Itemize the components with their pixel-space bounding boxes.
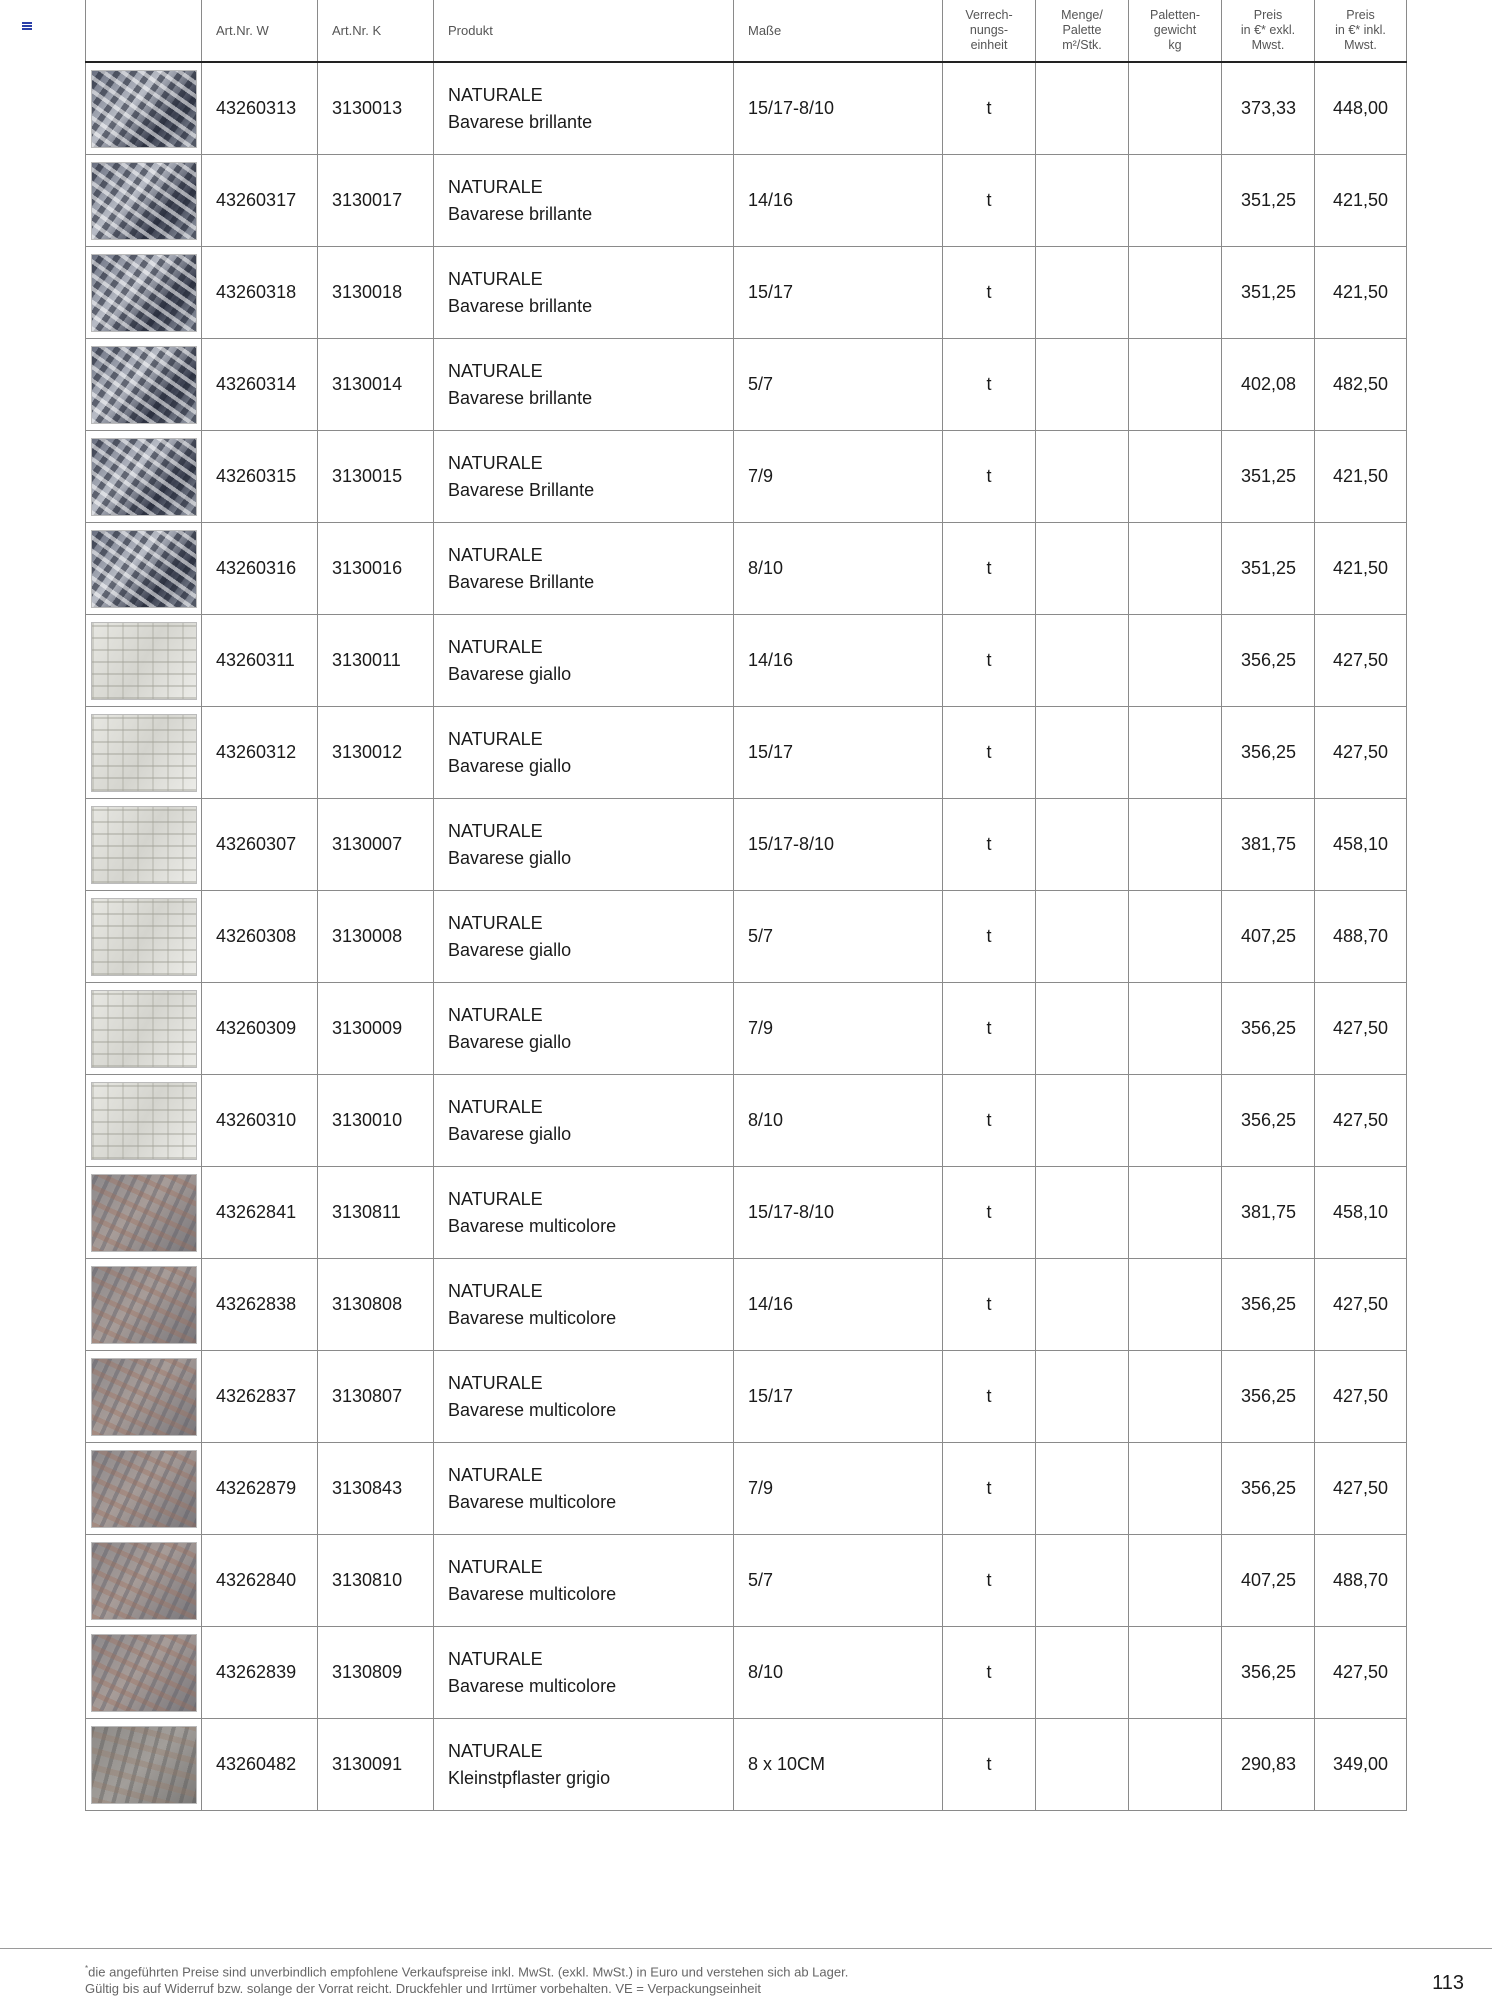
art-nr-k-cell: 3130810: [318, 1535, 434, 1627]
product-cell: [434, 1627, 734, 1719]
art-nr-w-cell: 43260318: [202, 247, 318, 339]
product-image-cell: [86, 1075, 202, 1167]
header-preis-inkl: Preis in €* inkl. Mwst.: [1315, 0, 1407, 62]
preis-exkl-cell: 356,25: [1222, 615, 1315, 707]
product-series: NATURALE: [448, 1096, 543, 1117]
product-name: Bavarese giallo: [448, 939, 572, 960]
preis-inkl-cell: 427,50: [1315, 615, 1407, 707]
table-row: [86, 615, 1407, 707]
gewicht-cell: [1129, 1627, 1222, 1719]
art-nr-w-cell: 43260482: [202, 1719, 318, 1811]
art-nr-w-cell: 43262837: [202, 1351, 318, 1443]
menge-cell: [1036, 431, 1129, 523]
masse-cell: 15/17-8/10: [734, 62, 943, 155]
preis-exkl-cell: 356,25: [1222, 983, 1315, 1075]
table-row: [86, 1075, 1407, 1167]
header-art-nr-w: Art.Nr. W: [202, 0, 318, 62]
verrechnungseinheit-cell: t: [943, 155, 1036, 247]
table-row: [86, 523, 1407, 615]
product-name: Bavarese giallo: [448, 663, 572, 684]
menge-cell: [1036, 1535, 1129, 1627]
preis-inkl-cell: 427,50: [1315, 1627, 1407, 1719]
gewicht-cell: [1129, 615, 1222, 707]
preis-exkl-cell: 356,25: [1222, 1627, 1315, 1719]
product-series: NATURALE: [448, 1556, 543, 1577]
product-series: NATURALE: [448, 636, 543, 657]
art-nr-w-cell: 43260310: [202, 1075, 318, 1167]
gewicht-cell: [1129, 523, 1222, 615]
product-cell: [434, 983, 734, 1075]
art-nr-w-cell: 43260309: [202, 983, 318, 1075]
preis-exkl-cell: 381,75: [1222, 1167, 1315, 1259]
gewicht-cell: [1129, 891, 1222, 983]
preis-inkl-cell: 427,50: [1315, 983, 1407, 1075]
product-image: [91, 1634, 197, 1712]
table-row: [86, 799, 1407, 891]
masse-cell: 8/10: [734, 1627, 943, 1719]
product-image: [91, 438, 197, 516]
art-nr-k-cell: 3130018: [318, 247, 434, 339]
masse-cell: 14/16: [734, 155, 943, 247]
verrechnungseinheit-cell: t: [943, 1351, 1036, 1443]
art-nr-w-cell: 43260307: [202, 799, 318, 891]
verrechnungseinheit-cell: t: [943, 1443, 1036, 1535]
art-nr-k-cell: 3130008: [318, 891, 434, 983]
art-nr-w-cell: 43260308: [202, 891, 318, 983]
gewicht-cell: [1129, 431, 1222, 523]
art-nr-k-cell: 3130811: [318, 1167, 434, 1259]
menge-cell: [1036, 339, 1129, 431]
product-cell: [434, 431, 734, 523]
gewicht-cell: [1129, 1259, 1222, 1351]
product-series: NATURALE: [448, 1372, 543, 1393]
masse-cell: 15/17-8/10: [734, 1167, 943, 1259]
product-image: [91, 1450, 197, 1528]
product-image: [91, 1358, 197, 1436]
table-body: [86, 62, 1407, 1811]
header-produkt: Produkt: [434, 0, 734, 62]
menge-cell: [1036, 1259, 1129, 1351]
product-name: Bavarese multicolore: [448, 1399, 617, 1420]
masse-cell: 5/7: [734, 891, 943, 983]
header-menge-palette: Menge/ Palette m²/Stk.: [1036, 0, 1129, 62]
product-image: [91, 346, 197, 424]
product-cell: [434, 799, 734, 891]
product-name: Bavarese giallo: [448, 1123, 572, 1144]
product-cell: [434, 1719, 734, 1811]
table-row: [86, 707, 1407, 799]
menge-cell: [1036, 707, 1129, 799]
product-cell: [434, 1259, 734, 1351]
footer-note: [85, 1960, 848, 1997]
verrechnungseinheit-cell: t: [943, 615, 1036, 707]
header-preis-exkl: Preis in €* exkl. Mwst.: [1222, 0, 1315, 62]
verrechnungseinheit-cell: t: [943, 62, 1036, 155]
product-image-cell: [86, 339, 202, 431]
art-nr-w-cell: 43260311: [202, 615, 318, 707]
product-series: NATURALE: [448, 1188, 543, 1209]
product-name: Bavarese multicolore: [448, 1583, 617, 1604]
preis-exkl-cell: 407,25: [1222, 891, 1315, 983]
menge-cell: [1036, 1719, 1129, 1811]
art-nr-k-cell: 3130009: [318, 983, 434, 1075]
art-nr-k-cell: 3130015: [318, 431, 434, 523]
menge-cell: [1036, 62, 1129, 155]
product-name: Bavarese brillante: [448, 295, 593, 316]
verrechnungseinheit-cell: t: [943, 1075, 1036, 1167]
product-series: NATURALE: [448, 84, 543, 105]
header-art-nr-k: Art.Nr. K: [318, 0, 434, 62]
product-cell: [434, 1351, 734, 1443]
product-cell: [434, 247, 734, 339]
menge-cell: [1036, 1075, 1129, 1167]
product-image: [91, 1266, 197, 1344]
masse-cell: 5/7: [734, 1535, 943, 1627]
footer-asterisk: *: [85, 1964, 89, 1973]
gewicht-cell: [1129, 1535, 1222, 1627]
table-row: [86, 983, 1407, 1075]
preis-inkl-cell: 427,50: [1315, 1443, 1407, 1535]
product-cell: [434, 339, 734, 431]
art-nr-k-cell: 3130007: [318, 799, 434, 891]
table-row: [86, 1627, 1407, 1719]
gewicht-cell: [1129, 983, 1222, 1075]
masse-cell: 7/9: [734, 431, 943, 523]
product-table: [85, 0, 1407, 1811]
table-row: [86, 339, 1407, 431]
product-name: Bavarese brillante: [448, 387, 593, 408]
preis-exkl-cell: 356,25: [1222, 1075, 1315, 1167]
product-image-cell: [86, 1351, 202, 1443]
preis-inkl-cell: 427,50: [1315, 1351, 1407, 1443]
product-name: Bavarese Brillante: [448, 571, 595, 592]
product-image-cell: [86, 523, 202, 615]
product-image: [91, 254, 197, 332]
preis-inkl-cell: 482,50: [1315, 339, 1407, 431]
gewicht-cell: [1129, 1351, 1222, 1443]
table-header-row: [86, 0, 1407, 62]
product-image-cell: [86, 707, 202, 799]
art-nr-k-cell: 3130010: [318, 1075, 434, 1167]
table-row: [86, 1443, 1407, 1535]
product-name: Bavarese giallo: [448, 755, 572, 776]
product-image: [91, 1174, 197, 1252]
product-series: NATURALE: [448, 728, 543, 749]
product-cell: [434, 1167, 734, 1259]
product-image-cell: [86, 983, 202, 1075]
product-image-cell: [86, 155, 202, 247]
gewicht-cell: [1129, 1443, 1222, 1535]
product-name: Bavarese multicolore: [448, 1675, 617, 1696]
gewicht-cell: [1129, 339, 1222, 431]
product-series: NATURALE: [448, 544, 543, 565]
table-row: [86, 1719, 1407, 1811]
verrechnungseinheit-cell: t: [943, 799, 1036, 891]
product-image: [91, 806, 197, 884]
product-image-cell: [86, 431, 202, 523]
product-image-cell: [86, 1535, 202, 1627]
product-cell: [434, 1443, 734, 1535]
preis-inkl-cell: 427,50: [1315, 1259, 1407, 1351]
menge-cell: [1036, 1627, 1129, 1719]
gewicht-cell: [1129, 155, 1222, 247]
verrechnungseinheit-cell: t: [943, 339, 1036, 431]
product-image: [91, 530, 197, 608]
product-series: NATURALE: [448, 1280, 543, 1301]
preis-exkl-cell: 381,75: [1222, 799, 1315, 891]
preis-exkl-cell: 290,83: [1222, 1719, 1315, 1811]
menge-cell: [1036, 1167, 1129, 1259]
menge-cell: [1036, 247, 1129, 339]
preis-exkl-cell: 356,25: [1222, 707, 1315, 799]
menge-cell: [1036, 155, 1129, 247]
gewicht-cell: [1129, 247, 1222, 339]
masse-cell: 8 x 10CM: [734, 1719, 943, 1811]
art-nr-w-cell: 43260315: [202, 431, 318, 523]
product-image: [91, 990, 197, 1068]
masse-cell: 5/7: [734, 339, 943, 431]
art-nr-w-cell: 43260313: [202, 62, 318, 155]
table-row: [86, 62, 1407, 155]
product-series: NATURALE: [448, 268, 543, 289]
menge-cell: [1036, 891, 1129, 983]
gewicht-cell: [1129, 799, 1222, 891]
preis-exkl-cell: 356,25: [1222, 1351, 1315, 1443]
art-nr-w-cell: 43260317: [202, 155, 318, 247]
table-row: [86, 1259, 1407, 1351]
product-cell: [434, 707, 734, 799]
art-nr-w-cell: 43260316: [202, 523, 318, 615]
gewicht-cell: [1129, 1167, 1222, 1259]
gewicht-cell: [1129, 62, 1222, 155]
preis-inkl-cell: 488,70: [1315, 1535, 1407, 1627]
product-image: [91, 898, 197, 976]
masse-cell: 14/16: [734, 615, 943, 707]
art-nr-k-cell: 3130013: [318, 62, 434, 155]
menu-icon[interactable]: [22, 22, 32, 30]
product-series: NATURALE: [448, 176, 543, 197]
product-image: [91, 1082, 197, 1160]
product-image-cell: [86, 1167, 202, 1259]
footer-line-1: die angeführten Preise sind unverbindlich empfohlene Verkaufspreise inkl. MwSt. (exkl. MwSt.) in Euro und verstehen sich ab Lager.: [88, 1964, 849, 1980]
masse-cell: 8/10: [734, 1075, 943, 1167]
masse-cell: 14/16: [734, 1259, 943, 1351]
preis-exkl-cell: 351,25: [1222, 247, 1315, 339]
header-verrechnungseinheit: Verrech- nungs- einheit: [943, 0, 1036, 62]
masse-cell: 15/17: [734, 1351, 943, 1443]
product-image: [91, 162, 197, 240]
header-masse: Maße: [734, 0, 943, 62]
page-number: 113: [1432, 1972, 1464, 1994]
masse-cell: 15/17-8/10: [734, 799, 943, 891]
preis-inkl-cell: 458,10: [1315, 1167, 1407, 1259]
preis-exkl-cell: 351,25: [1222, 155, 1315, 247]
product-series: NATURALE: [448, 1648, 543, 1669]
product-cell: [434, 155, 734, 247]
menge-cell: [1036, 983, 1129, 1075]
menge-cell: [1036, 523, 1129, 615]
masse-cell: 7/9: [734, 983, 943, 1075]
preis-inkl-cell: 421,50: [1315, 523, 1407, 615]
art-nr-k-cell: 3130011: [318, 615, 434, 707]
art-nr-k-cell: 3130012: [318, 707, 434, 799]
art-nr-w-cell: 43262840: [202, 1535, 318, 1627]
product-name: Bavarese multicolore: [448, 1215, 617, 1236]
preis-exkl-cell: 356,25: [1222, 1259, 1315, 1351]
preis-inkl-cell: 421,50: [1315, 431, 1407, 523]
header-image: [86, 0, 202, 62]
preis-inkl-cell: 427,50: [1315, 1075, 1407, 1167]
product-cell: [434, 523, 734, 615]
art-nr-k-cell: 3130017: [318, 155, 434, 247]
preis-exkl-cell: 351,25: [1222, 431, 1315, 523]
menge-cell: [1036, 1443, 1129, 1535]
art-nr-k-cell: 3130016: [318, 523, 434, 615]
product-image: [91, 622, 197, 700]
product-image-cell: [86, 1719, 202, 1811]
product-name: Bavarese giallo: [448, 1031, 572, 1052]
product-image-cell: [86, 1259, 202, 1351]
product-name: Bavarese brillante: [448, 111, 593, 132]
product-cell: [434, 615, 734, 707]
product-image: [91, 714, 197, 792]
preis-exkl-cell: 402,08: [1222, 339, 1315, 431]
verrechnungseinheit-cell: t: [943, 707, 1036, 799]
table-row: [86, 247, 1407, 339]
verrechnungseinheit-cell: t: [943, 1167, 1036, 1259]
art-nr-k-cell: 3130807: [318, 1351, 434, 1443]
preis-inkl-cell: 349,00: [1315, 1719, 1407, 1811]
product-name: Bavarese multicolore: [448, 1307, 617, 1328]
menge-cell: [1036, 799, 1129, 891]
table-row: [86, 1351, 1407, 1443]
preis-inkl-cell: 421,50: [1315, 155, 1407, 247]
product-cell: [434, 1535, 734, 1627]
art-nr-w-cell: 43260312: [202, 707, 318, 799]
verrechnungseinheit-cell: t: [943, 1259, 1036, 1351]
preis-inkl-cell: 458,10: [1315, 799, 1407, 891]
product-series: NATURALE: [448, 912, 543, 933]
preis-exkl-cell: 356,25: [1222, 1443, 1315, 1535]
gewicht-cell: [1129, 1075, 1222, 1167]
product-series: NATURALE: [448, 820, 543, 841]
product-name: Bavarese multicolore: [448, 1491, 617, 1512]
verrechnungseinheit-cell: t: [943, 1627, 1036, 1719]
art-nr-k-cell: 3130091: [318, 1719, 434, 1811]
preis-inkl-cell: 421,50: [1315, 247, 1407, 339]
product-series: NATURALE: [448, 1464, 543, 1485]
art-nr-k-cell: 3130014: [318, 339, 434, 431]
art-nr-k-cell: 3130808: [318, 1259, 434, 1351]
menge-cell: [1036, 615, 1129, 707]
product-name: Bavarese brillante: [448, 203, 593, 224]
art-nr-w-cell: 43262838: [202, 1259, 318, 1351]
footer-line-2: Gültig bis auf Widerruf bzw. solange der Vorrat reicht. Druckfehler und Irrtümer vorbehalten. VE = Verpackungseinheit: [85, 1981, 761, 1997]
gewicht-cell: [1129, 707, 1222, 799]
table-row: [86, 431, 1407, 523]
header-palettengewicht: Paletten- gewicht kg: [1129, 0, 1222, 62]
product-image-cell: [86, 799, 202, 891]
product-series: NATURALE: [448, 360, 543, 381]
masse-cell: 15/17: [734, 707, 943, 799]
verrechnungseinheit-cell: t: [943, 891, 1036, 983]
product-cell: [434, 1075, 734, 1167]
product-image-cell: [86, 615, 202, 707]
product-series: NATURALE: [448, 1004, 543, 1025]
product-image: [91, 1542, 197, 1620]
art-nr-k-cell: 3130843: [318, 1443, 434, 1535]
product-name: Kleinstpflaster grigio: [448, 1767, 611, 1788]
product-image-cell: [86, 247, 202, 339]
product-image-cell: [86, 62, 202, 155]
preis-exkl-cell: 407,25: [1222, 1535, 1315, 1627]
footer-divider: [0, 1948, 1492, 1949]
product-name: Bavarese giallo: [448, 847, 572, 868]
verrechnungseinheit-cell: t: [943, 1719, 1036, 1811]
art-nr-k-cell: 3130809: [318, 1627, 434, 1719]
masse-cell: 15/17: [734, 247, 943, 339]
product-series: NATURALE: [448, 1740, 543, 1761]
product-image-cell: [86, 1443, 202, 1535]
art-nr-w-cell: 43260314: [202, 339, 318, 431]
art-nr-w-cell: 43262879: [202, 1443, 318, 1535]
product-image-cell: [86, 1627, 202, 1719]
product-cell: [434, 62, 734, 155]
verrechnungseinheit-cell: t: [943, 983, 1036, 1075]
table-row: [86, 891, 1407, 983]
art-nr-w-cell: 43262839: [202, 1627, 318, 1719]
table-row: [86, 155, 1407, 247]
art-nr-w-cell: 43262841: [202, 1167, 318, 1259]
preis-inkl-cell: 488,70: [1315, 891, 1407, 983]
verrechnungseinheit-cell: t: [943, 523, 1036, 615]
gewicht-cell: [1129, 1719, 1222, 1811]
product-name: Bavarese Brillante: [448, 479, 595, 500]
preis-exkl-cell: 373,33: [1222, 62, 1315, 155]
verrechnungseinheit-cell: t: [943, 247, 1036, 339]
product-image: [91, 70, 197, 148]
product-image-cell: [86, 891, 202, 983]
product-cell: [434, 891, 734, 983]
table-row: [86, 1167, 1407, 1259]
product-image: [91, 1726, 197, 1804]
masse-cell: 8/10: [734, 523, 943, 615]
verrechnungseinheit-cell: t: [943, 1535, 1036, 1627]
verrechnungseinheit-cell: t: [943, 431, 1036, 523]
preis-inkl-cell: 427,50: [1315, 707, 1407, 799]
product-series: NATURALE: [448, 452, 543, 473]
preis-inkl-cell: 448,00: [1315, 62, 1407, 155]
masse-cell: 7/9: [734, 1443, 943, 1535]
menge-cell: [1036, 1351, 1129, 1443]
table-row: [86, 1535, 1407, 1627]
preis-exkl-cell: 351,25: [1222, 523, 1315, 615]
